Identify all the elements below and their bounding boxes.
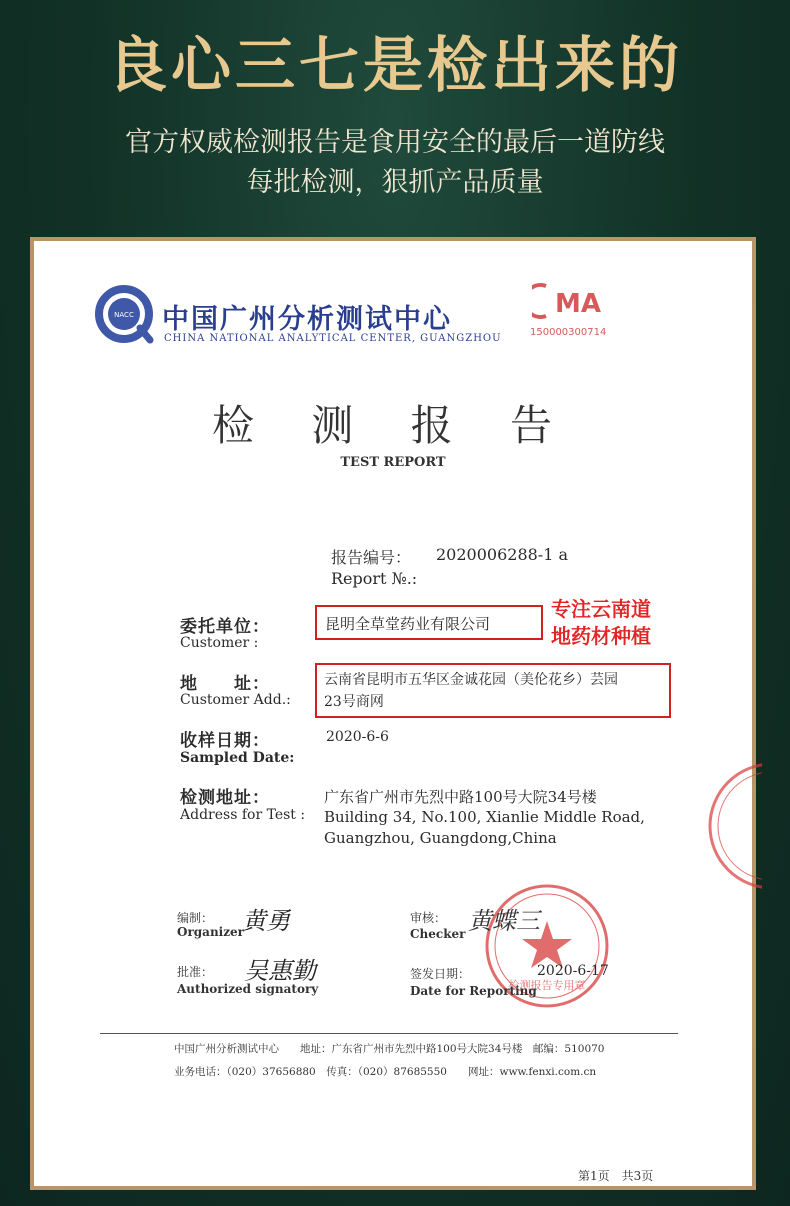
report-title-en: TEST REPORT bbox=[340, 455, 446, 470]
org-name-cn: 中国广州分析测试中心 bbox=[162, 304, 452, 335]
seal-text: 检测报告专用章 bbox=[508, 979, 586, 992]
sampled-value: 2020-6-6 bbox=[326, 729, 389, 745]
checker-signature: 黄蝶三 bbox=[468, 907, 540, 935]
nacc-logo-icon bbox=[94, 284, 154, 344]
customer-label-en: Customer : bbox=[180, 635, 259, 651]
address-value-line2: 23号商网 bbox=[324, 694, 384, 710]
authorized-label-cn: 批准： bbox=[177, 965, 214, 979]
footer-line2: 业务电话：（020）37656880 传真：（020）87685550 网址：www.fenxi.com.cn bbox=[174, 1066, 597, 1078]
page-info: 第1页 共3页 bbox=[578, 1169, 654, 1183]
authorized-label-en: Authorized signatory bbox=[177, 982, 319, 996]
test-address-label-cn: 检测地址： bbox=[180, 788, 270, 808]
hero-subtitle-line2: 每批检测，狠抓产品质量 bbox=[246, 167, 544, 198]
report-title-cn: 检 测 报 告 bbox=[211, 401, 575, 450]
checker-label-cn: 审核： bbox=[410, 911, 447, 925]
report-frame bbox=[30, 237, 756, 1190]
customer-label-cn: 委托单位： bbox=[180, 617, 270, 637]
annotation-line1: 专注云南道 bbox=[551, 597, 651, 621]
hero-title: 良心三七是检出来的 bbox=[107, 31, 683, 101]
address-label-en: Customer Add.: bbox=[180, 692, 291, 708]
address-value-line1: 云南省昆明市五华区金诚花园（美伦花乡）芸园 bbox=[324, 672, 618, 688]
authorized-signature: 吴惠勤 bbox=[244, 957, 316, 985]
cma-number: 150000300714 bbox=[530, 327, 607, 338]
sampled-label-cn: 收样日期： bbox=[180, 731, 270, 751]
test-address-value-en1: Building 34, No.100, Xianlie Middle Road, bbox=[324, 808, 645, 826]
test-address-value-cn: 广东省广州市先烈中路100号大院34号楼 bbox=[324, 788, 597, 806]
footer-line1: 中国广州分析测试中心 地址：广东省广州市先烈中路100号大院34号楼 邮编：510070 bbox=[174, 1043, 605, 1055]
organizer-signature: 黄勇 bbox=[242, 907, 290, 935]
test-address-value-en2: Guangzhou, Guangdong,China bbox=[324, 829, 557, 847]
cma-mark-icon bbox=[532, 282, 612, 320]
report-no-value: 2020006288-1 a bbox=[436, 545, 569, 564]
org-name-en: CHINA NATIONAL ANALYTICAL CENTER, GUANGZHOU bbox=[164, 333, 502, 344]
address-label-cn: 地 址： bbox=[180, 674, 270, 694]
issue-date-label-cn: 签发日期： bbox=[410, 967, 471, 981]
annotation-note bbox=[551, 596, 651, 650]
organizer-label-en: Organizer bbox=[177, 925, 244, 939]
test-report-document bbox=[34, 241, 752, 1186]
issue-date-label-en: Date for Reporting bbox=[410, 984, 537, 998]
test-address-label-en: Address for Test : bbox=[180, 807, 306, 823]
sampled-label-en: Sampled Date: bbox=[180, 750, 295, 766]
report-no-label-cn: 报告编号： bbox=[331, 548, 412, 567]
nacc-badge-text: NACC bbox=[114, 311, 134, 319]
footer-divider bbox=[100, 1033, 678, 1034]
annotation-line2: 地药材种植 bbox=[551, 624, 651, 648]
partial-seal-icon bbox=[702, 756, 762, 896]
report-no-label-en: Report №.: bbox=[331, 569, 418, 588]
hero-subtitle-line1: 官方权威检测报告是食用安全的最后一道防线 bbox=[125, 127, 665, 158]
checker-label-en: Checker bbox=[410, 927, 466, 941]
issue-date-value: 2020-6-17 bbox=[537, 963, 609, 979]
cma-mark-text: MA bbox=[555, 289, 601, 319]
organizer-label-cn: 编制： bbox=[177, 911, 214, 925]
customer-value: 昆明全草堂药业有限公司 bbox=[325, 615, 491, 633]
